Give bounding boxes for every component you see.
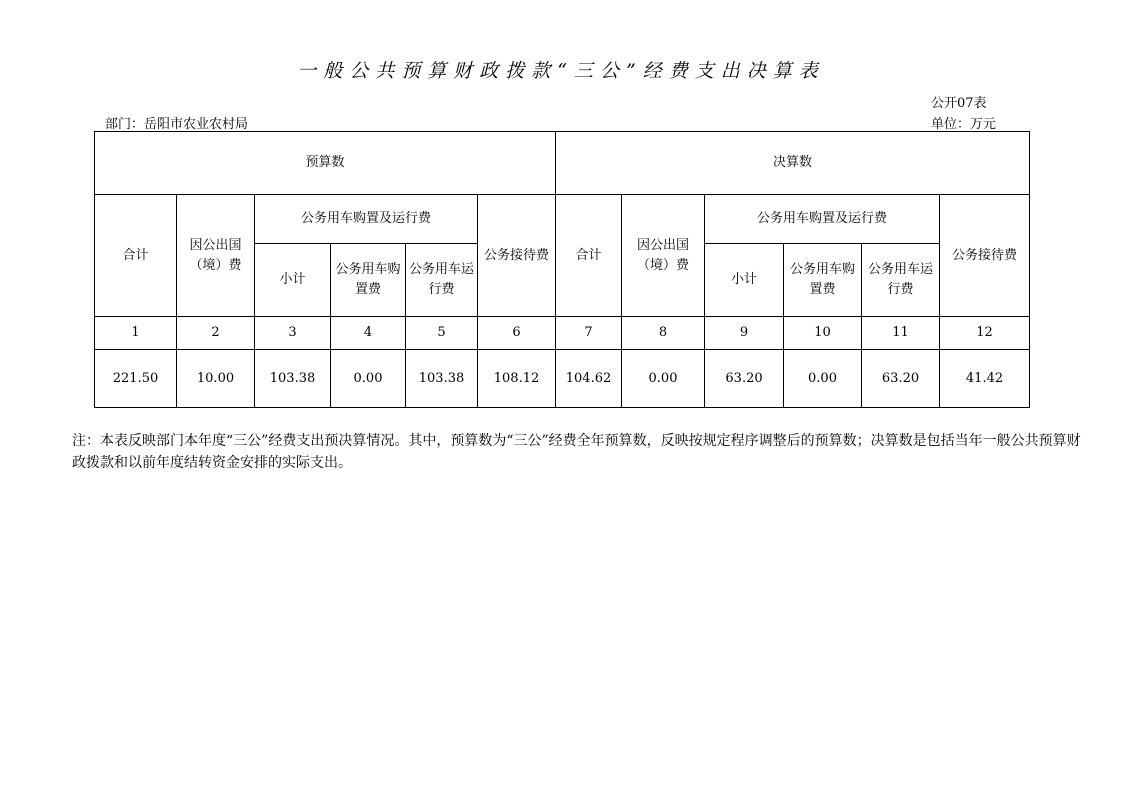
index-row (95, 317, 1030, 350)
budget-vehicle-purchase-value: 0.00 (331, 350, 406, 408)
unit-label: 单位：万元 (931, 117, 997, 132)
budget-vehicle-purchase-header: 公务用车购置费 (331, 244, 406, 317)
budget-vehicle-subtotal-value: 103.38 (255, 350, 331, 408)
budget-reception-header: 公务接待费 (478, 195, 556, 317)
budget-subtotal-header: 小计 (255, 244, 331, 317)
final-total-value: 104.62 (556, 350, 622, 408)
budget-abroad-header: 因公出国（境）费 (177, 195, 255, 317)
budget-group-header: 预算数 (95, 132, 556, 195)
final-subtotal-header: 小计 (705, 244, 784, 317)
final-group-header: 决算数 (556, 132, 1030, 195)
department-label: 部门：岳阳市农业农村局 (105, 117, 249, 132)
budget-vehicle-operation-header: 公务用车运行费 (406, 244, 478, 317)
budget-vehicle-operation-value: 103.38 (406, 350, 478, 408)
budget-reception-value: 108.12 (478, 350, 556, 408)
index-cell: 1 (95, 317, 177, 350)
index-cell: 6 (478, 317, 556, 350)
page-title: 一般公共预算财政拨款“三公”经费支出决算表 (297, 60, 825, 82)
index-cell: 12 (940, 317, 1030, 350)
final-vehicle-purchase-header: 公务用车购置费 (784, 244, 862, 317)
final-vehicle-operation-value: 63.20 (862, 350, 940, 408)
budget-abroad-value: 10.00 (177, 350, 255, 408)
final-reception-header: 公务接待费 (940, 195, 1030, 317)
budget-total-header: 合计 (95, 195, 177, 317)
index-cell: 11 (862, 317, 940, 350)
final-abroad-value: 0.00 (622, 350, 705, 408)
index-cell: 5 (406, 317, 478, 350)
column-header-row (95, 195, 1030, 244)
index-cell: 9 (705, 317, 784, 350)
group-header-row (95, 132, 1030, 195)
final-abroad-header: 因公出国（境）费 (622, 195, 705, 317)
final-reception-value: 41.42 (940, 350, 1030, 408)
final-vehicle-purchase-value: 0.00 (784, 350, 862, 408)
footnote: 注：本表反映部门本年度“三公”经费支出预决算情况。其中，预算数为“三公”经费全年预算数，反映按规定程序调整后的预算数；决算数是包括当年一般公共预算财政拨款和以前年度结转资金安排的实际支出。 (72, 433, 1081, 471)
index-cell: 3 (255, 317, 331, 350)
index-cell: 10 (784, 317, 862, 350)
value-row (95, 350, 1030, 408)
index-cell: 2 (177, 317, 255, 350)
budget-total-value: 221.50 (95, 350, 177, 408)
index-cell: 7 (556, 317, 622, 350)
final-vehicle-subtotal-value: 63.20 (705, 350, 784, 408)
final-vehicle-header: 公务用车购置及运行费 (705, 195, 940, 244)
index-cell: 8 (622, 317, 705, 350)
final-vehicle-operation-header: 公务用车运行费 (862, 244, 940, 317)
three-public-expense-table (94, 131, 1030, 408)
budget-vehicle-header: 公务用车购置及运行费 (255, 195, 478, 244)
form-number: 公开07表 (931, 96, 987, 111)
index-cell: 4 (331, 317, 406, 350)
final-total-header: 合计 (556, 195, 622, 317)
